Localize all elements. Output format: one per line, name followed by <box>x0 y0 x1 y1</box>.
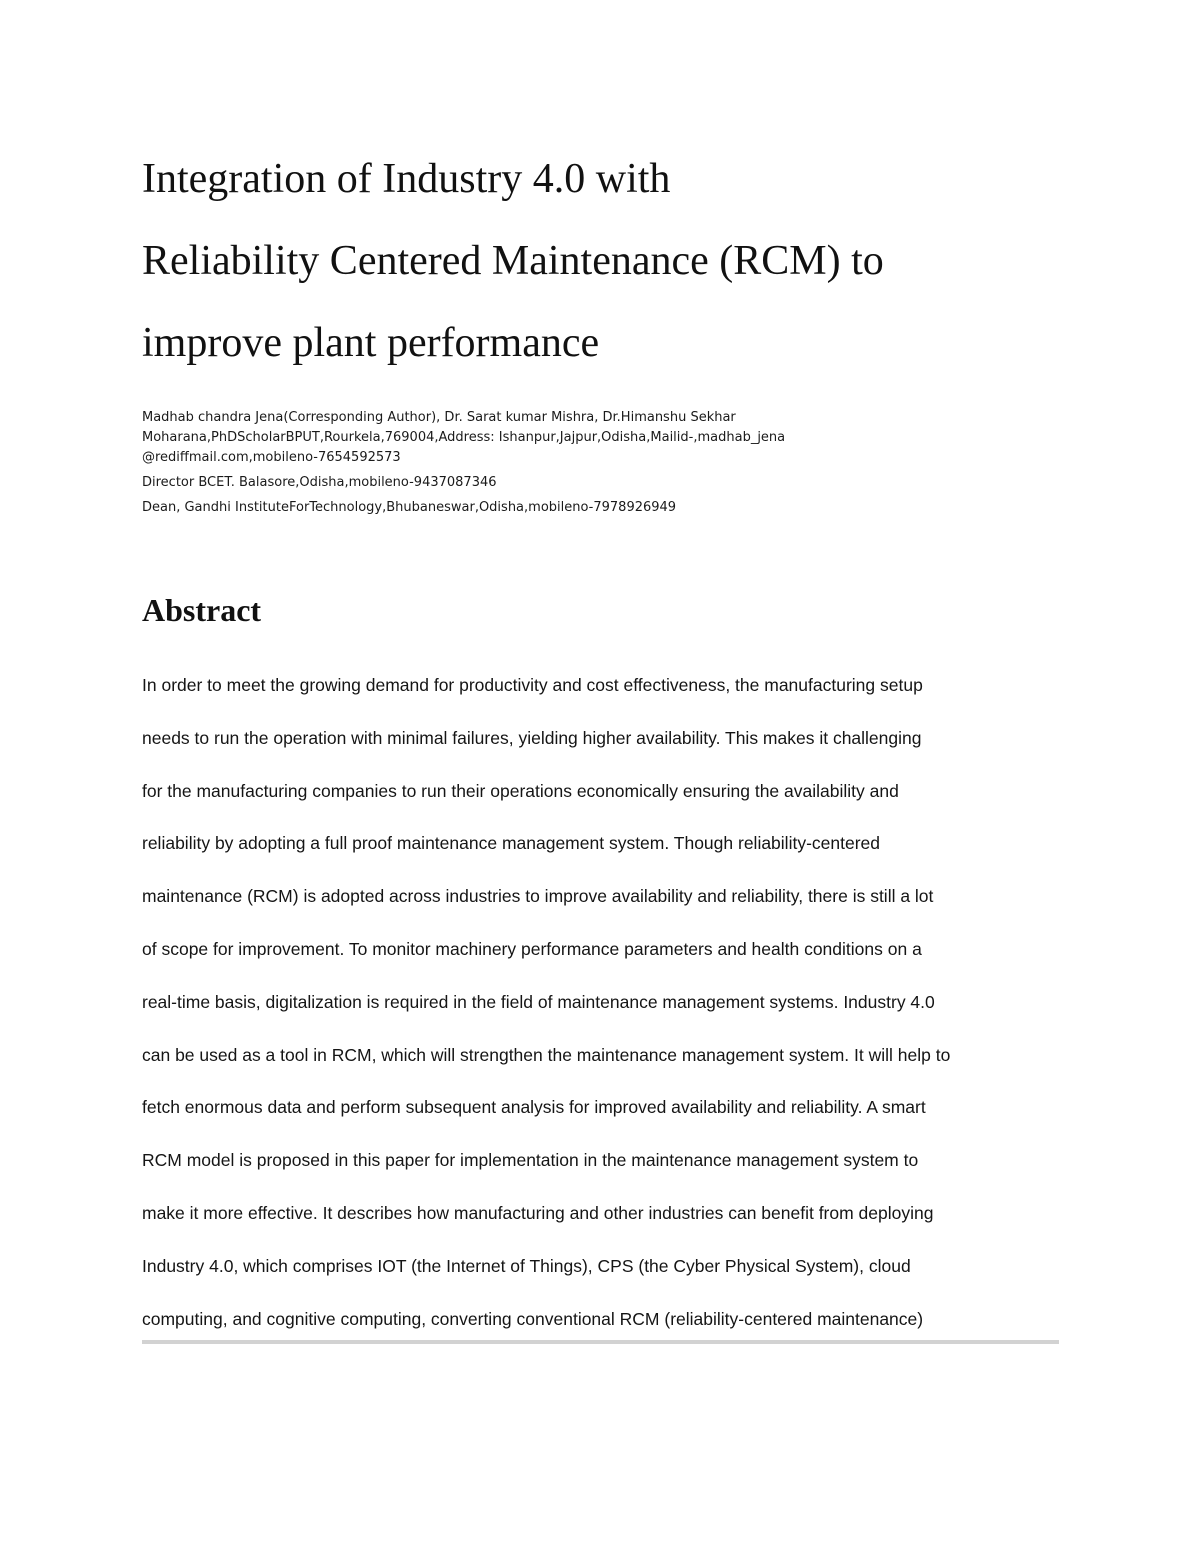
abstract-line: RCM model is proposed in this paper for implementation in the maintenance management system to <box>142 1150 919 1171</box>
abstract-line: reliability by adopting a full proof maintenance management system. Though reliability-centered <box>142 833 880 854</box>
title-line: Reliability Centered Maintenance (RCM) to <box>142 238 884 284</box>
abstract-line: Industry 4.0, which comprises IOT (the Internet of Things), CPS (the Cyber Physical System), cloud <box>142 1255 911 1276</box>
abstract-line: make it more effective. It describes how manufacturing and other industries can benefit from deploying <box>142 1202 934 1223</box>
abstract-body <box>142 659 1082 1345</box>
abstract-line: In order to meet the growing demand for productivity and cost effectiveness, the manufacturing setup <box>142 675 923 695</box>
abstract-heading: Abstract <box>142 592 262 628</box>
abstract-line: computing, and cognitive computing, converting conventional RCM (reliability-centered maintenance) <box>142 1308 924 1329</box>
title-line: improve plant performance <box>142 320 600 366</box>
author-line: Director BCET. Balasore,Odisha,mobileno-9437087346 <box>142 475 497 490</box>
abstract-line: maintenance (RCM) is adopted across industries to improve availability and reliability, there is still a lot <box>142 886 934 907</box>
abstract-line: real-time basis, digitalization is required in the field of maintenance management systems. Industry 4.0 <box>142 991 935 1012</box>
abstract-line: of scope for improvement. To monitor machinery performance parameters and health conditions on a <box>142 938 922 959</box>
author-line: @rediffmail.com,mobileno-7654592573 <box>142 450 401 465</box>
title-line: Integration of Industry 4.0 with <box>142 156 671 202</box>
abstract-line: fetch enormous data and perform subsequent analysis for improved availability and reliability. A smart <box>142 1097 926 1118</box>
horizontal-divider <box>142 1340 1059 1344</box>
abstract-line: needs to run the operation with minimal failures, yielding higher availability. This makes it challenging <box>142 727 922 748</box>
author-line: Madhab chandra Jena(Corresponding Author), Dr. Sarat kumar Mishra, Dr.Himanshu Sekhar <box>142 410 736 425</box>
author-line: Dean, Gandhi InstituteForTechnology,Bhubaneswar,Odisha,mobileno-7978926949 <box>142 500 677 515</box>
abstract-line: can be used as a tool in RCM, which will strengthen the maintenance management system. It will help to <box>142 1044 951 1065</box>
author-affiliations <box>142 408 1082 518</box>
author-line: Moharana,PhDScholarBPUT,Rourkela,769004,Address: Ishanpur,Jajpur,Odisha,Mailid-,madhab_jena <box>142 430 786 445</box>
paper-title <box>142 138 1102 384</box>
abstract-line: for the manufacturing companies to run their operations economically ensuring the availability and <box>142 780 899 801</box>
